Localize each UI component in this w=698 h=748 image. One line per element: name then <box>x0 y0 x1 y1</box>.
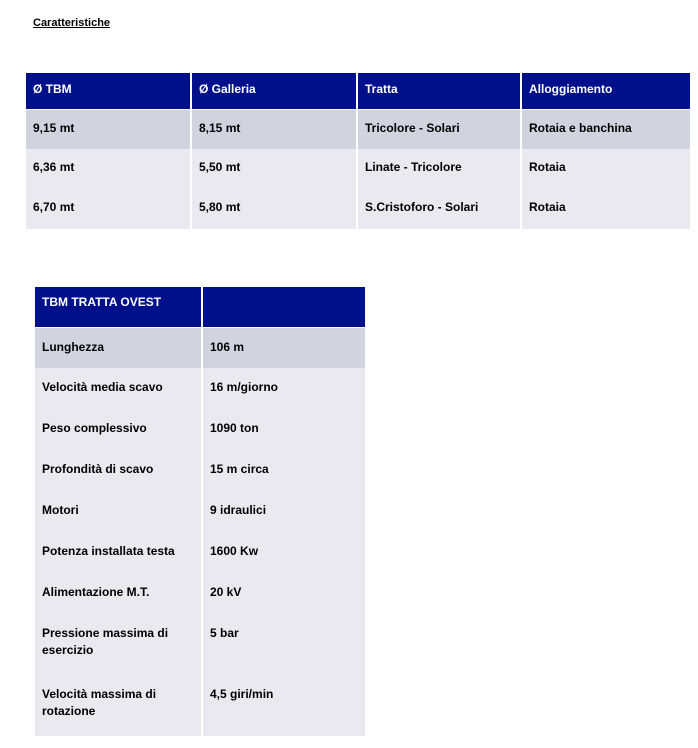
spec-label: Potenza installata testa <box>35 532 201 573</box>
table-cell: 5,80 mt <box>192 189 356 229</box>
col-header-housing: Alloggiamento <box>522 73 690 109</box>
table-row <box>35 675 365 736</box>
table-row <box>35 450 365 491</box>
table-cell: S.Cristoforo - Solari <box>358 189 520 229</box>
table-cell: Tricolore - Solari <box>358 109 520 149</box>
spec-value: 1600 Kw <box>203 532 365 573</box>
spec-label: Velocità media scavo <box>35 368 201 409</box>
col-header-section: Tratta <box>358 73 520 109</box>
table-cell: Rotaia e banchina <box>522 109 690 149</box>
spec-label: Pressione massima di esercizio <box>35 614 201 675</box>
table-row <box>35 532 365 573</box>
table-cell: 9,15 mt <box>26 109 190 149</box>
section-heading: Caratteristiche <box>33 17 111 29</box>
table-row <box>26 189 690 229</box>
spec-value: 9 idraulici <box>203 491 365 532</box>
table-cell: 6,36 mt <box>26 149 190 189</box>
table-row <box>35 409 365 450</box>
table-row <box>35 491 365 532</box>
col-header-tunnel-diameter: Ø Galleria <box>192 73 356 109</box>
table-row <box>35 327 365 368</box>
spec-value: 15 m circa <box>203 450 365 491</box>
table-cell: Rotaia <box>522 149 690 189</box>
table-cell: 8,15 mt <box>192 109 356 149</box>
tbm-west-specs-table <box>33 287 367 736</box>
spec-label: Profondità di scavo <box>35 450 201 491</box>
table-row <box>35 573 365 614</box>
table-row <box>35 614 365 675</box>
spec-value: 106 m <box>203 327 365 368</box>
table-cell: 6,70 mt <box>26 189 190 229</box>
specs-title-header: TBM TRATTA OVEST <box>35 287 201 327</box>
spec-label: Motori <box>35 491 201 532</box>
spec-label: Alimentazione M.T. <box>35 573 201 614</box>
spec-value: 5 bar <box>203 614 365 675</box>
table-cell: 5,50 mt <box>192 149 356 189</box>
table-cell: Rotaia <box>522 189 690 229</box>
spec-label: Velocità massima di rotazione <box>35 675 201 736</box>
table-cell: Linate - Tricolore <box>358 149 520 189</box>
table-header-row <box>26 73 690 109</box>
specs-blank-header <box>203 287 365 327</box>
tbm-comparison-table <box>24 73 692 229</box>
spec-value: 16 m/giorno <box>203 368 365 409</box>
col-header-tbm-diameter: Ø TBM <box>26 73 190 109</box>
table-row <box>35 368 365 409</box>
spec-value: 4,5 giri/min <box>203 675 365 736</box>
table-row <box>26 109 690 149</box>
spec-value: 1090 ton <box>203 409 365 450</box>
table-header-row <box>35 287 365 327</box>
spec-label: Lunghezza <box>35 327 201 368</box>
spec-label: Peso complessivo <box>35 409 201 450</box>
table-row <box>26 149 690 189</box>
spec-value: 20 kV <box>203 573 365 614</box>
